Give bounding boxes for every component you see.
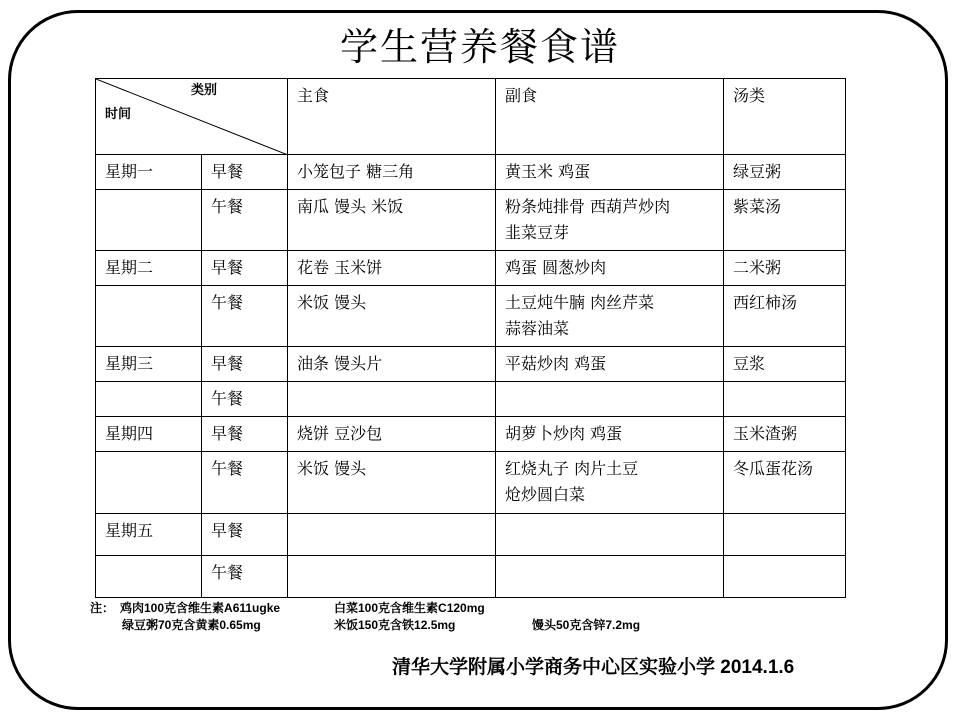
side-dish-line: 黄玉米 鸡蛋 [505,162,591,181]
soup-cell [724,514,846,556]
table-row [96,347,846,382]
meal-cell: 午餐 [202,556,288,598]
note-mungbean: 绿豆粥70克含黄素0.65mg [122,618,261,632]
table-row [96,514,846,556]
staple-cell: 米饭 馒头 [288,452,496,514]
meal-cell: 午餐 [202,286,288,347]
meal-cell: 午餐 [202,190,288,251]
side-dish-cell [496,417,724,452]
side-dish-cell [496,251,724,286]
meal-cell: 早餐 [202,417,288,452]
table-row [96,417,846,452]
table-row [96,556,846,598]
menu-body [96,155,846,598]
side-dish-cell [496,556,724,598]
day-cell [96,286,202,347]
staple-cell: 油条 馒头片 [288,347,496,382]
soup-cell: 紫菜汤 [724,190,846,251]
nutrition-notes [90,600,710,634]
side-dish-cell [496,452,724,514]
table-row [96,452,846,514]
meal-cell: 早餐 [202,514,288,556]
soup-cell: 绿豆粥 [724,155,846,190]
side-dish-line: 胡萝卜炒肉 鸡蛋 [505,424,623,443]
meal-cell: 早餐 [202,347,288,382]
soup-cell: 冬瓜蛋花汤 [724,452,846,514]
table-row [96,251,846,286]
meal-cell: 午餐 [202,452,288,514]
staple-cell [288,514,496,556]
side-header: 副食 [496,79,724,155]
page-title: 学生营养餐食谱 [339,25,620,69]
note-cabbage: 白菜100克含维生素C120mg [334,601,485,615]
side-dish-cell [496,347,724,382]
table-row [96,190,846,251]
side-dish-line: 鸡蛋 圆葱炒肉 [505,258,607,277]
day-cell: 星期五 [96,514,202,556]
side-dish-cell [496,190,724,251]
day-cell: 星期三 [96,347,202,382]
day-cell [96,452,202,514]
soup-cell [724,556,846,598]
staple-header: 主食 [288,79,496,155]
side-dish-line: 红烧丸子 肉片土豆 [505,459,639,478]
side-dish-line: 韭菜豆芽 [505,223,570,242]
time-label: 时间 [105,107,132,122]
day-cell: 星期一 [96,155,202,190]
side-dish-line: 蒜蓉油菜 [505,319,570,338]
side-dish-line: 平菇炒肉 鸡蛋 [505,354,607,373]
day-cell [96,382,202,417]
staple-cell: 烧饼 豆沙包 [288,417,496,452]
note-label: 注： [90,601,115,615]
note-rice: 米饭150克含铁12.5mg [334,618,456,632]
note-line-1 [90,600,710,617]
meal-cell: 早餐 [202,155,288,190]
soup-cell: 二米粥 [724,251,846,286]
day-cell [96,190,202,251]
day-cell: 星期二 [96,251,202,286]
meal-cell: 早餐 [202,251,288,286]
side-dish-cell [496,286,724,347]
table-row [96,286,846,347]
soup-cell: 豆浆 [724,347,846,382]
day-cell: 星期四 [96,417,202,452]
side-dish-cell [496,382,724,417]
staple-cell: 米饭 馒头 [288,286,496,347]
note-bun: 馒头50克含锌7.2mg [532,618,641,632]
soup-header: 汤类 [724,79,846,155]
soup-cell [724,382,846,417]
side-dish-cell [496,155,724,190]
note-line-2 [90,617,710,634]
staple-cell [288,556,496,598]
side-dish-line: 土豆炖牛腩 肉丝芹菜 [505,293,655,312]
menu-table [95,78,846,598]
staple-cell: 小笼包子 糖三角 [288,155,496,190]
school-footer: 清华大学附属小学商务中心区实验小学 2014.1.6 [392,657,795,678]
note-chicken: 鸡肉100克含维生素A611ugke [120,601,281,615]
soup-cell: 玉米渣粥 [724,417,846,452]
staple-cell: 花卷 玉米饼 [288,251,496,286]
day-cell [96,556,202,598]
table-row [96,155,846,190]
table-header-row [96,79,846,155]
side-dish-line: 炝炒圆白菜 [505,485,586,504]
corner-cell [96,79,288,155]
soup-cell: 西红柿汤 [724,286,846,347]
category-label: 类别 [191,83,218,98]
meal-cell: 午餐 [202,382,288,417]
side-dish-line: 粉条炖排骨 西葫芦炒肉 [505,197,671,216]
table-row [96,382,846,417]
side-dish-cell [496,514,724,556]
staple-cell [288,382,496,417]
staple-cell: 南瓜 馒头 米饭 [288,190,496,251]
